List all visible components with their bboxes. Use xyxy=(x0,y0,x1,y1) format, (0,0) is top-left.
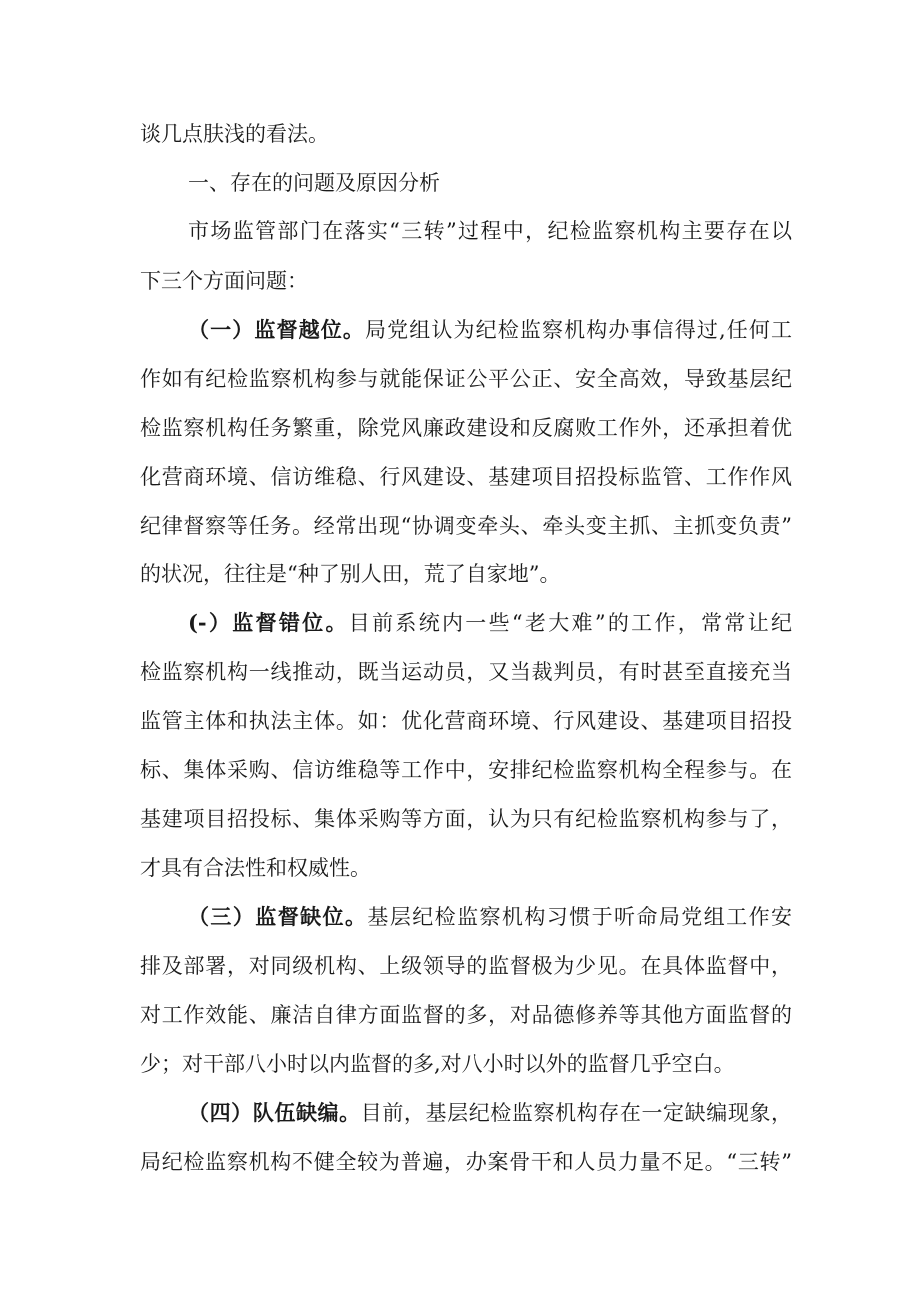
paragraph-line: 的状况，往往是“种了别人田，荒了自家地”。 xyxy=(140,562,561,586)
paragraph-text: 基层纪检监察机构习惯于听命局党组工作安 xyxy=(367,905,793,929)
paragraph-line: 作如有纪检监察机构参与就能保证公平公正、安全高效，导致基层纪 xyxy=(140,367,792,391)
paragraph-line: 市场监管部门在落实“三转”过程中，纪检监察机构主要存在以 xyxy=(188,219,792,243)
paragraph-line xyxy=(188,902,792,932)
paragraph-text: 目前系统内一些“老大难”的工作，常常让纪 xyxy=(348,611,792,635)
paragraph-line: 检监察机构任务繁重，除党风廉政建设和反腐败工作外，还承担着优 xyxy=(140,416,792,440)
subheading-misplacement: (-）监督错位。 xyxy=(188,610,349,635)
subheading-overreach: （一）监督越位。 xyxy=(188,317,365,342)
section-heading: 一、存在的问题及原因分析 xyxy=(188,171,440,195)
paragraph-line: 排及部署，对同级机构、上级领导的监督极为少见。在具体监督中， xyxy=(140,954,792,978)
paragraph-text: 目前，基层纪检监察机构存在一定缺编现象， xyxy=(360,1101,793,1125)
paragraph-line: 局纪检监察机构不健全较为普遍，办案骨干和人员力量不足。“三转” xyxy=(140,1150,792,1174)
subheading-understaffed: （四）队伍缺编。 xyxy=(188,1100,361,1125)
paragraph-line: 基建项目招投标、集体采购等方面，认为只有纪检监察机构参与了， xyxy=(140,807,792,831)
paragraph-line: 纪律督察等任务。经常出现“协调变牵头、牵头变主抓、主抓变负责” xyxy=(140,514,792,538)
paragraph-text: 局党组认为纪检监察机构办事信得过,任何工 xyxy=(364,318,792,342)
paragraph-line: 检监察机构一线推动，既当运动员，又当裁判员，有时甚至直接充当 xyxy=(140,660,792,684)
paragraph-line: 谈几点肤浅的看法。 xyxy=(140,122,329,146)
paragraph-line: 监管主体和执法主体。如：优化营商环境、行风建设、基建项目招投 xyxy=(140,709,792,733)
paragraph-line: 化营商环境、信访维稳、行风建设、基建项目招投标监管、工作作风 xyxy=(140,465,792,489)
paragraph-line xyxy=(188,1098,792,1128)
paragraph-line: 少；对干部八小时以内监督的多,对八小时以外的监督几乎空白。 xyxy=(140,1052,735,1076)
paragraph-line: 标、集体采购、信访维稳等工作中，安排纪检监察机构全程参与。在 xyxy=(140,758,792,782)
subheading-absence: （三）监督缺位。 xyxy=(188,904,368,929)
paragraph-line: 才具有合法性和权威性。 xyxy=(140,856,371,880)
paragraph-line xyxy=(188,315,792,345)
paragraph-line xyxy=(188,608,792,638)
paragraph-line: 对工作效能、廉洁自律方面监督的多，对品德修养等其他方面监督的 xyxy=(140,1003,792,1027)
paragraph-line: 下三个方面问题： xyxy=(140,269,308,293)
